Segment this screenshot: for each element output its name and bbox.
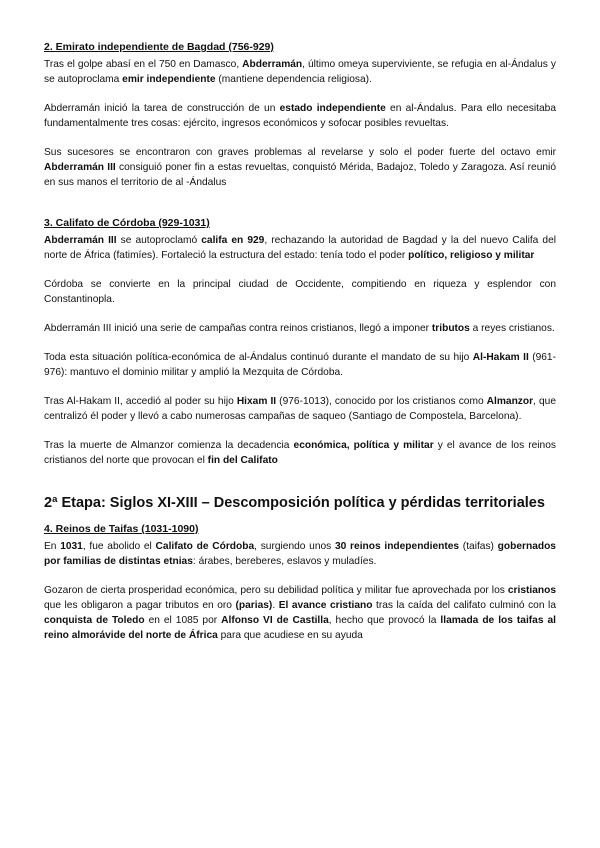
- text-run: Abderramán inició la tarea de construcción de un: [44, 103, 280, 114]
- paragraph: [44, 438, 556, 468]
- bold-text: político, religioso y militar: [408, 250, 535, 261]
- bold-text: tributos: [431, 323, 470, 334]
- text-run: Tras la muerte de Almanzor comienza la decadencia: [44, 440, 294, 451]
- bold-text: Al-Hakam II: [472, 352, 529, 363]
- text-run: , último omeya superviviente, se refugia en al-Ándalus y se autoproclama: [44, 59, 556, 85]
- text-run: en el 1085 por: [144, 615, 222, 626]
- text-run: tras la caída del califato culminó con la: [372, 600, 556, 611]
- bold-text: Alfonso VI de Castilla: [221, 615, 329, 626]
- bold-text: emir independiente: [122, 74, 216, 85]
- paragraph: [44, 394, 556, 424]
- paragraph: [44, 57, 556, 87]
- text-run: Tras el golpe abasí en el 750 en Damasco,: [44, 59, 243, 70]
- bold-text: económica, política y militar: [293, 440, 434, 451]
- text-run: Abderramán III inició una serie de campañas contra reinos cristianos, llegó a imponer: [44, 323, 432, 334]
- bold-text: gobernados por familias de distintas etnias: [44, 541, 556, 567]
- bold-text: Abderramán III: [44, 162, 116, 173]
- text-run: (961-976): mantuvo el dominio militar y amplió la Mezquita de Córdoba.: [44, 352, 556, 378]
- text-run: Toda esta situación política-económica de al-Ándalus continuó durante el mandato de su hijo: [44, 352, 473, 363]
- paragraph: [44, 233, 556, 263]
- bold-text: (parias): [235, 600, 273, 611]
- section-heading-emirato: 2. Emirato independiente de Bagdad (756-929): [44, 41, 274, 53]
- bold-text: Califato de Córdoba: [155, 541, 255, 552]
- bold-text: califa en 929: [201, 235, 265, 246]
- bold-text: cristianos: [507, 585, 556, 596]
- bold-text: 30 reinos independientes: [335, 541, 460, 552]
- document-body: [44, 40, 556, 643]
- text-run: para que acudiese en su ayuda: [217, 630, 363, 641]
- paragraph: [44, 321, 556, 336]
- text-run: Sus sucesores se encontraron con graves problemas al revelarse y solo el poder fuerte del octavo emir: [44, 147, 556, 158]
- text-run: a reyes cristianos.: [469, 323, 555, 334]
- text-run: se autoproclamó: [116, 235, 202, 246]
- text-run: Tras Al-Hakam II, accedió al poder su hijo: [44, 396, 237, 407]
- paragraph: [44, 145, 556, 190]
- text-run: en al-Ándalus. Para ello necesitaba fundamentalmente tres cosas: ejército, ingresos económicos y sofocar posibles revueltas.: [44, 103, 556, 129]
- section-heading-taifas: 4. Reinos de Taifas (1031-1090): [44, 523, 199, 535]
- bold-text: Abderramán III: [44, 235, 117, 246]
- bold-text: Abderramán: [242, 59, 303, 70]
- bold-text: Almanzor: [486, 396, 534, 407]
- paragraph: [44, 539, 556, 569]
- text-run: .: [272, 600, 279, 611]
- paragraph: [44, 101, 556, 131]
- paragraph: [44, 350, 556, 380]
- text-run: , rechazando la autoridad de Bagdad y la del nuevo Califa del norte de África (fatimíes). Fortaleció la estructura del estado: tenía todo el poder: [44, 235, 556, 261]
- text-run: Gozaron de cierta prosperidad económica, pero su debilidad política y militar fue aprovechada por los: [44, 585, 508, 596]
- text-run: , hecho que provocó la: [328, 615, 441, 626]
- text-run: , surgiendo unos: [254, 541, 335, 552]
- paragraph: Córdoba se convierte en la principal ciudad de Occidente, compitiendo en riqueza y esplendor con Constantinopla.: [44, 279, 556, 305]
- bold-text: Hixam II: [236, 396, 277, 407]
- bold-text: conquista de Toledo: [44, 615, 145, 626]
- text-run: (976-1013), conocido por los cristianos como: [276, 396, 487, 407]
- bold-text: fin del Califato: [207, 455, 278, 466]
- text-run: consiguió poner fin a estas revueltas, conquistó Mérida, Badajoz, Toledo y Zaragoza. Así reunió en sus manos el territorio de al -Ándalus: [44, 162, 556, 188]
- text-run: : árabes, bereberes, eslavos y muladíes.: [192, 556, 377, 567]
- paragraph: [44, 583, 556, 643]
- text-run: En: [44, 541, 61, 552]
- text-run: (mantiene dependencia religiosa).: [215, 74, 372, 85]
- bold-text: llamada de los taifas al reino almorávide del norte de África: [44, 615, 556, 641]
- stage-title: 2ª Etapa: Siglos XI-XIII – Descomposición política y pérdidas territoriales: [44, 495, 545, 511]
- text-run: (taifas): [459, 541, 498, 552]
- text-run: , que centralizó él poder y llevó a cabo numerosas campañas de saqueo (Santiago de Compostela, Barcelona).: [44, 396, 556, 422]
- bold-text: 1031: [60, 541, 83, 552]
- text-run: , fue abolido el: [82, 541, 156, 552]
- bold-text: El avance cristiano: [278, 600, 373, 611]
- bold-text: estado independiente: [279, 103, 386, 114]
- section-heading-califato: 3. Califato de Córdoba (929-1031): [44, 217, 210, 229]
- text-run: que les obligaron a pagar tributos en oro: [44, 600, 236, 611]
- text-run: y el avance de los reinos cristianos del norte que provocan el: [44, 440, 556, 466]
